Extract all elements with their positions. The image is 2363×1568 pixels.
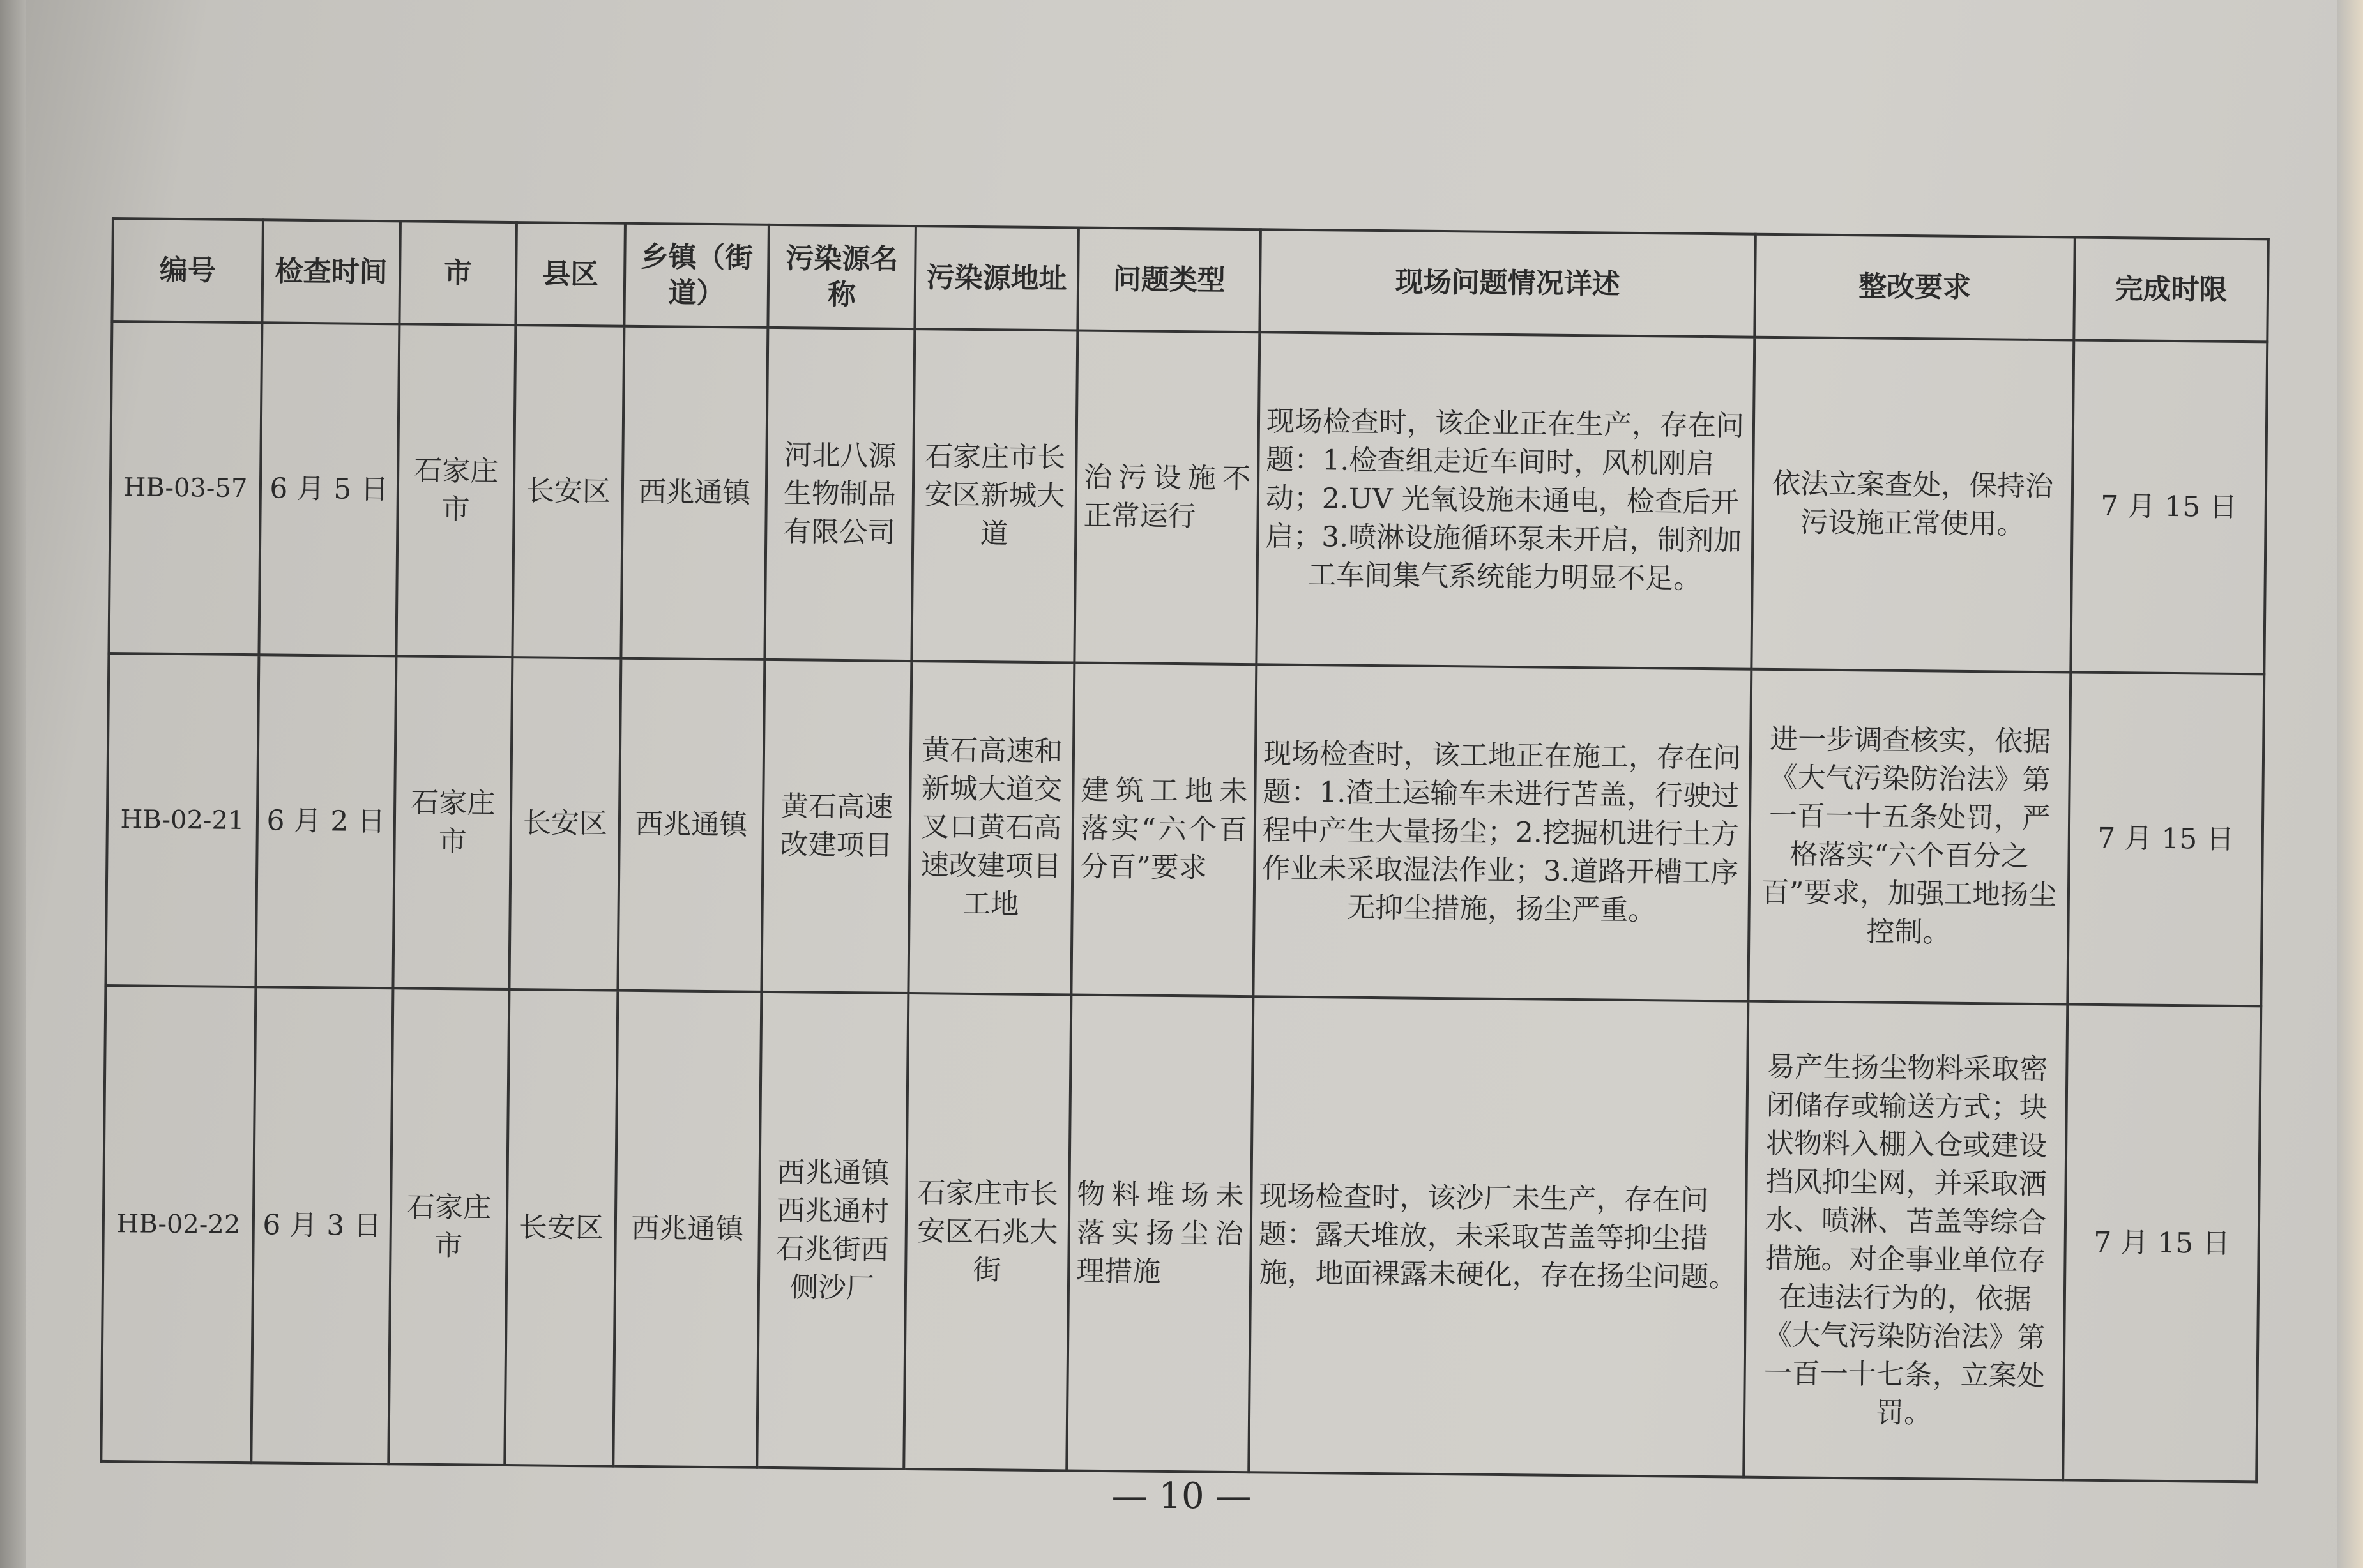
table-row (101, 986, 2261, 1482)
cell-id: HB-02-21 (105, 653, 259, 987)
cell-requirement: 进一步调查核实，依据《大气污染防治法》第一百一十五条处罚，严格落实“六个百分之百”要求，加强工地扬尘控制。 (1748, 669, 2070, 1005)
cell-date: 6 月 5 日 (259, 323, 399, 656)
cell-county: 长安区 (512, 325, 624, 658)
cell-problem-type: 物料堆场未落实扬尘治理措施 (1067, 994, 1253, 1472)
cell-source-address: 黄石高速和新城大道交叉口黄石高速改建项目工地 (908, 661, 1074, 994)
cell-city: 石家庄市 (393, 656, 512, 989)
cell-city: 石家庄市 (388, 988, 509, 1465)
header-requirement: 整改要求 (1754, 234, 2075, 340)
header-details: 现场问题情况详述 (1259, 229, 1756, 337)
cell-source-name: 黄石高速改建项目 (761, 660, 911, 993)
header-id: 编号 (112, 218, 263, 323)
cell-city: 石家庄市 (396, 324, 515, 657)
cell-deadline: 7 月 15 日 (2070, 340, 2267, 674)
page-right-edge (2337, 0, 2363, 1568)
header-county: 县区 (515, 222, 625, 326)
header-problem-type: 问题类型 (1077, 228, 1261, 333)
cell-town: 西兆通镇 (613, 991, 761, 1468)
cell-deadline: 7 月 15 日 (2067, 672, 2264, 1006)
cell-county: 长安区 (505, 989, 618, 1466)
table-row (109, 321, 2267, 674)
cell-date: 6 月 2 日 (255, 655, 396, 988)
cell-details: 现场检查时，该企业正在生产，存在问题：1.检查组走近车间时，风机刚启动；2.UV 光氧设施未通电，检查后开启；3.喷淋设施循环泵未开启，制剂加工车间集气系统能力明显不足。 (1256, 332, 1754, 669)
table-row (105, 653, 2264, 1006)
cell-id: HB-02-22 (101, 986, 255, 1463)
page-number: — 10 — (1111, 1475, 1252, 1517)
cell-county: 长安区 (509, 657, 621, 991)
inspection-table (100, 217, 2270, 1483)
cell-details: 现场检查时，该工地正在施工，存在问题：1.渣土运输车未进行苫盖，行驶过程中产生大量扬尘；2.挖掘机进行土方作业未采取湿法作业；3.道路开槽工序无抑尘措施，扬尘严重。 (1253, 664, 1751, 1001)
cell-deadline: 7 月 15 日 (2063, 1004, 2261, 1482)
cell-town: 西兆通镇 (621, 326, 768, 660)
cell-source-address: 石家庄市长安区新城大道 (911, 329, 1077, 662)
inspection-table-wrapper (100, 217, 2267, 1483)
cell-details: 现场检查时，该沙厂未生产，存在问题：露天堆放，未采取苫盖等抑尘措施，地面裸露未硬化，存在扬尘问题。 (1249, 996, 1748, 1477)
cell-problem-type: 建筑工地未落实“六个百分百”要求 (1071, 663, 1256, 997)
header-deadline: 完成时限 (2074, 238, 2268, 342)
header-city: 市 (399, 221, 517, 325)
cell-requirement: 易产生扬尘物料采取密闭储存或输送方式；块状物料入棚入仓或建设挡风抑尘网，并采取洒水、喷淋、苫盖等综合措施。对企事业单位存在违法行为的，依据《大气污染防治法》第一百一十七条，立案处罚。 (1744, 1001, 2067, 1480)
header-source-name: 污染源名称 (768, 225, 916, 329)
header-source-address: 污染源地址 (915, 226, 1079, 330)
cell-date: 6 月 3 日 (251, 987, 393, 1464)
page-left-shadow (0, 0, 26, 1568)
header-date: 检查时间 (262, 220, 400, 324)
cell-problem-type: 治污设施不正常运行 (1074, 331, 1259, 665)
cell-source-name: 河北八源生物制品有限公司 (764, 328, 915, 661)
cell-id: HB-03-57 (109, 321, 262, 655)
header-row (112, 218, 2268, 342)
cell-requirement: 依法立案查处，保持治污设施正常使用。 (1751, 337, 2074, 673)
cell-town: 西兆通镇 (618, 658, 764, 992)
header-town: 乡镇（街道） (624, 224, 769, 328)
cell-source-address: 石家庄市长安区石兆大街 (904, 993, 1071, 1470)
cell-source-name: 西兆通镇西兆通村石兆街西侧沙厂 (757, 992, 908, 1469)
